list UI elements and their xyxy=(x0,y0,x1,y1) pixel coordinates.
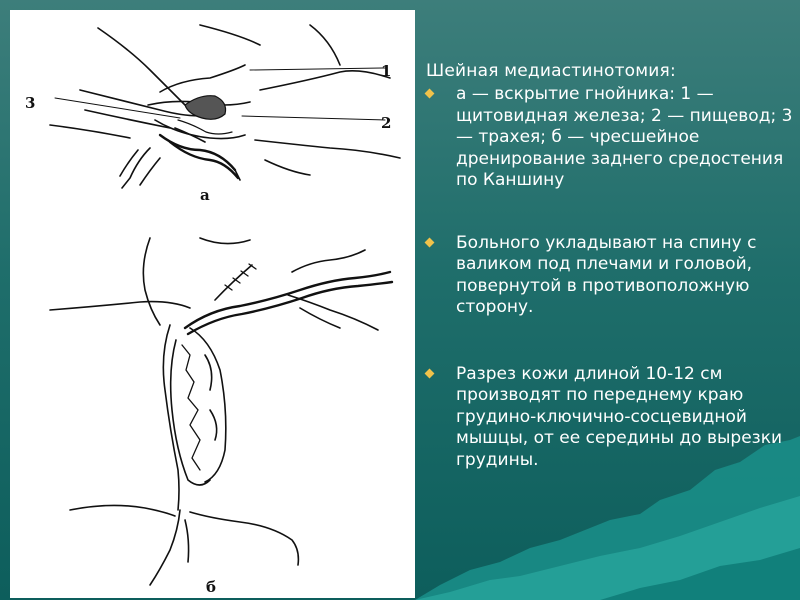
surgical-illustration xyxy=(10,10,415,598)
diamond-bullet-icon xyxy=(425,89,435,99)
bullet-item xyxy=(426,364,794,472)
bullet-item xyxy=(426,233,794,319)
figure-a xyxy=(50,25,400,188)
diamond-bullet-icon xyxy=(425,237,435,247)
figure-label-a: а xyxy=(200,186,210,204)
figure-label-b: б xyxy=(206,578,217,596)
bullet-text: Больного укладывают на спину с валиком под плечами и головой, повернутой в противоположную сторону. xyxy=(456,232,757,317)
bullet-text: а — вскрытие гнойника: 1 — щитовидная железа; 2 — пищевод; 3 — трахея; б — чресшейное дренирование заднего средостения по Каншину xyxy=(456,84,793,190)
figure-label-2: 2 xyxy=(381,114,392,132)
figure-label-3: 3 xyxy=(25,94,36,112)
figure-b xyxy=(50,238,392,585)
bullet-text: Разрез кожи длиной 10-12 см производят по переднему краю грудино-ключично-сосцевидной мышцы, от ее середины до вырезки грудины. xyxy=(456,363,783,470)
figure-label-1: 1 xyxy=(381,62,392,80)
diamond-bullet-icon xyxy=(425,368,435,378)
slide-text-area xyxy=(426,60,794,471)
figure-panel xyxy=(10,10,415,598)
bullet-item xyxy=(426,84,794,192)
bullet-list xyxy=(426,84,794,471)
slide-title: Шейная медиастинотомия: xyxy=(426,61,676,81)
